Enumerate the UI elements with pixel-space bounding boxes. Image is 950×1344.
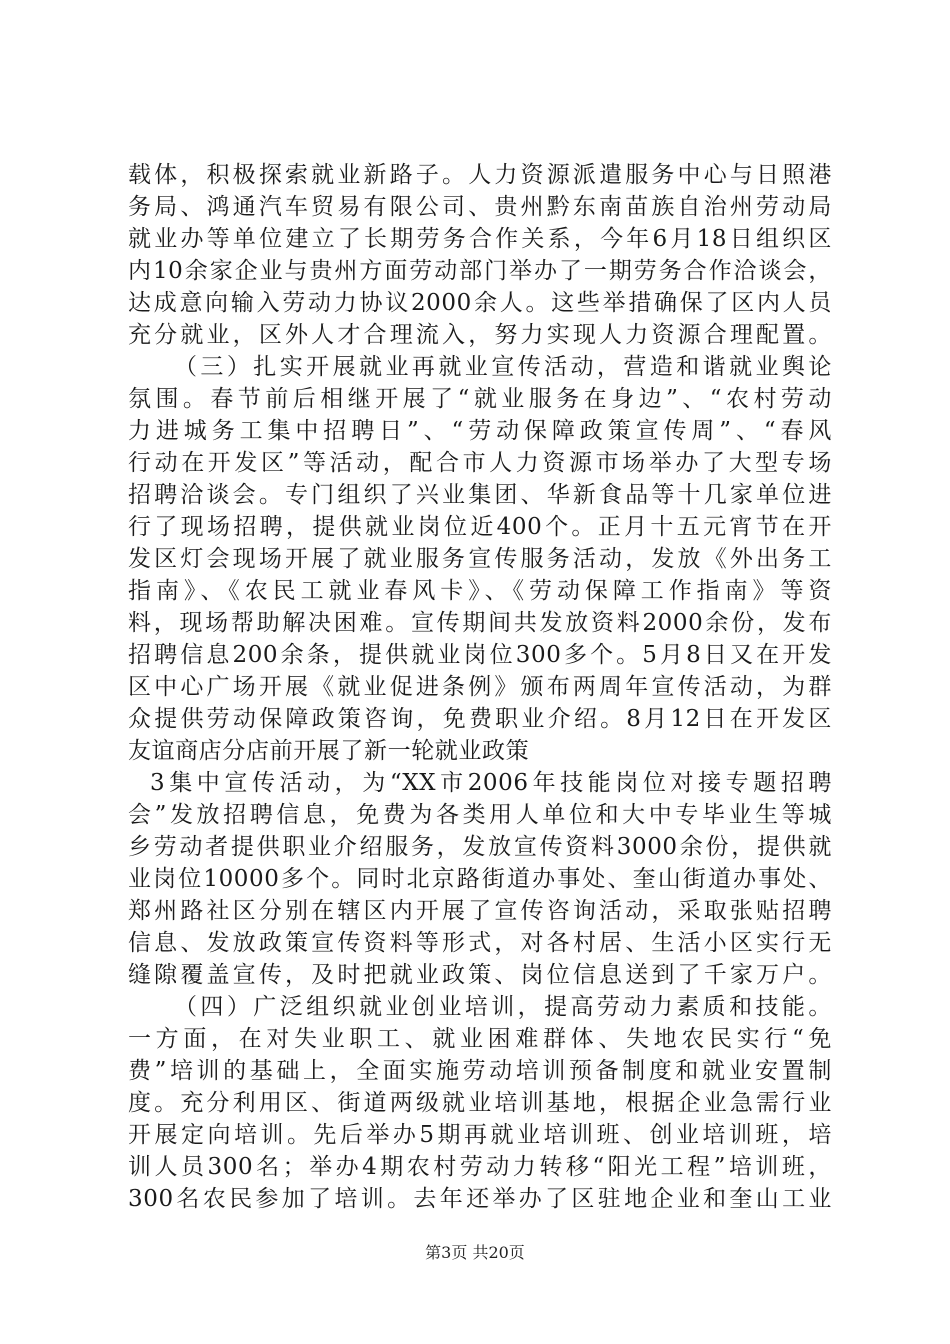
paragraph [128, 991, 832, 1215]
text-line: 氛围。春节前后相继开展了“就业服务在身边”、“农村劳动 [128, 386, 832, 412]
text-line: 载体，积极探索就业新路子。人力资源派遣服务中心与日照港 [128, 162, 832, 188]
text-line: 充分就业，区外人才合理流入，努力实现人力资源合理配置。 [128, 322, 832, 348]
text-line: 郑州路社区分别在辖区内开展了宣传咨询活动，采取张贴招聘 [128, 898, 832, 924]
text-line: 300名农民参加了培训。去年还举办了区驻地企业和奎山工业 [128, 1186, 832, 1212]
text-line: 会”发放招聘信息，免费为各类用人单位和大中专毕业生等城 [128, 802, 832, 828]
text-line: 开展定向培训。先后举办5期再就业培训班、创业培训班，培 [128, 1122, 832, 1148]
text-line: 乡劳动者提供职业介绍服务，发放宣传资料3000余份，提供就 [128, 834, 832, 860]
paragraph [128, 767, 832, 991]
text-line: 就业办等单位建立了长期劳务合作关系，今年6月18日组织区 [128, 226, 832, 252]
text-line: 一方面，在对失业职工、就业困难群体、失地农民实行“免 [128, 1026, 832, 1052]
text-line: 训人员300名；举办4期农村劳动力转移“阳光工程”培训班， [128, 1154, 832, 1180]
paragraph [128, 351, 832, 767]
text-line: 行了现场招聘，提供就业岗位近400个。正月十五元宵节在开 [128, 514, 832, 540]
text-line: 达成意向输入劳动力协议2000余人。这些举措确保了区内人员 [128, 290, 832, 316]
text-line: 招聘信息200余条，提供就业岗位300多个。5月8日又在开发 [128, 642, 832, 668]
text-line: 缝隙覆盖宣传，及时把就业政策、岗位信息送到了千家万户。 [128, 962, 832, 988]
text-line: 3集中宣传活动，为“XX市2006年技能岗位对接专题招聘 [150, 770, 832, 796]
text-line: 业岗位10000多个。同时北京路街道办事处、奎山街道办事处、 [128, 866, 832, 892]
paragraph [128, 159, 832, 351]
text-line: 友谊商店分店前开展了新一轮就业政策 [128, 738, 530, 764]
text-line: 料，现场帮助解决困难。宣传期间共发放资料2000余份，发布 [128, 610, 832, 636]
text-line: 区中心广场开展《就业促进条例》颁布两周年宣传活动，为群 [128, 674, 832, 700]
text-line: 务局、鸿通汽车贸易有限公司、贵州黔东南苗族自治州劳动局 [128, 194, 832, 220]
text-line: 费”培训的基础上，全面实施劳动培训预备制度和就业安置制 [128, 1058, 832, 1084]
text-line: 发区灯会现场开展了就业服务宣传服务活动，发放《外出务工 [128, 546, 832, 572]
text-line: 行动在开发区”等活动，配合市人力资源市场举办了大型专场 [128, 450, 832, 476]
text-line: 众提供劳动保障政策咨询，免费职业介绍。8月12日在开发区 [128, 706, 832, 732]
document-body [128, 159, 832, 1215]
text-line: 指南》、《农民工就业春风卡》、《劳动保障工作指南》等资 [128, 578, 832, 604]
text-line: 招聘洽谈会。专门组织了兴业集团、华新食品等十几家单位进 [128, 482, 832, 508]
text-line: （四）广泛组织就业创业培训，提高劳动力素质和技能。 [174, 994, 832, 1020]
text-line: 度。充分利用区、街道两级就业培训基地，根据企业急需行业 [128, 1090, 832, 1116]
text-line: 力进城务工集中招聘日”、“劳动保障政策宣传周”、“春风 [128, 418, 832, 444]
text-line: 内10余家企业与贵州方面劳动部门举办了一期劳务合作洽谈会， [128, 258, 832, 284]
text-line: 信息、发放政策宣传资料等形式，对各村居、生活小区实行无 [128, 930, 832, 956]
text-line: （三）扎实开展就业再就业宣传活动，营造和谐就业舆论 [174, 354, 832, 380]
page-number-footer: 第3页 共20页 [425, 1243, 525, 1262]
